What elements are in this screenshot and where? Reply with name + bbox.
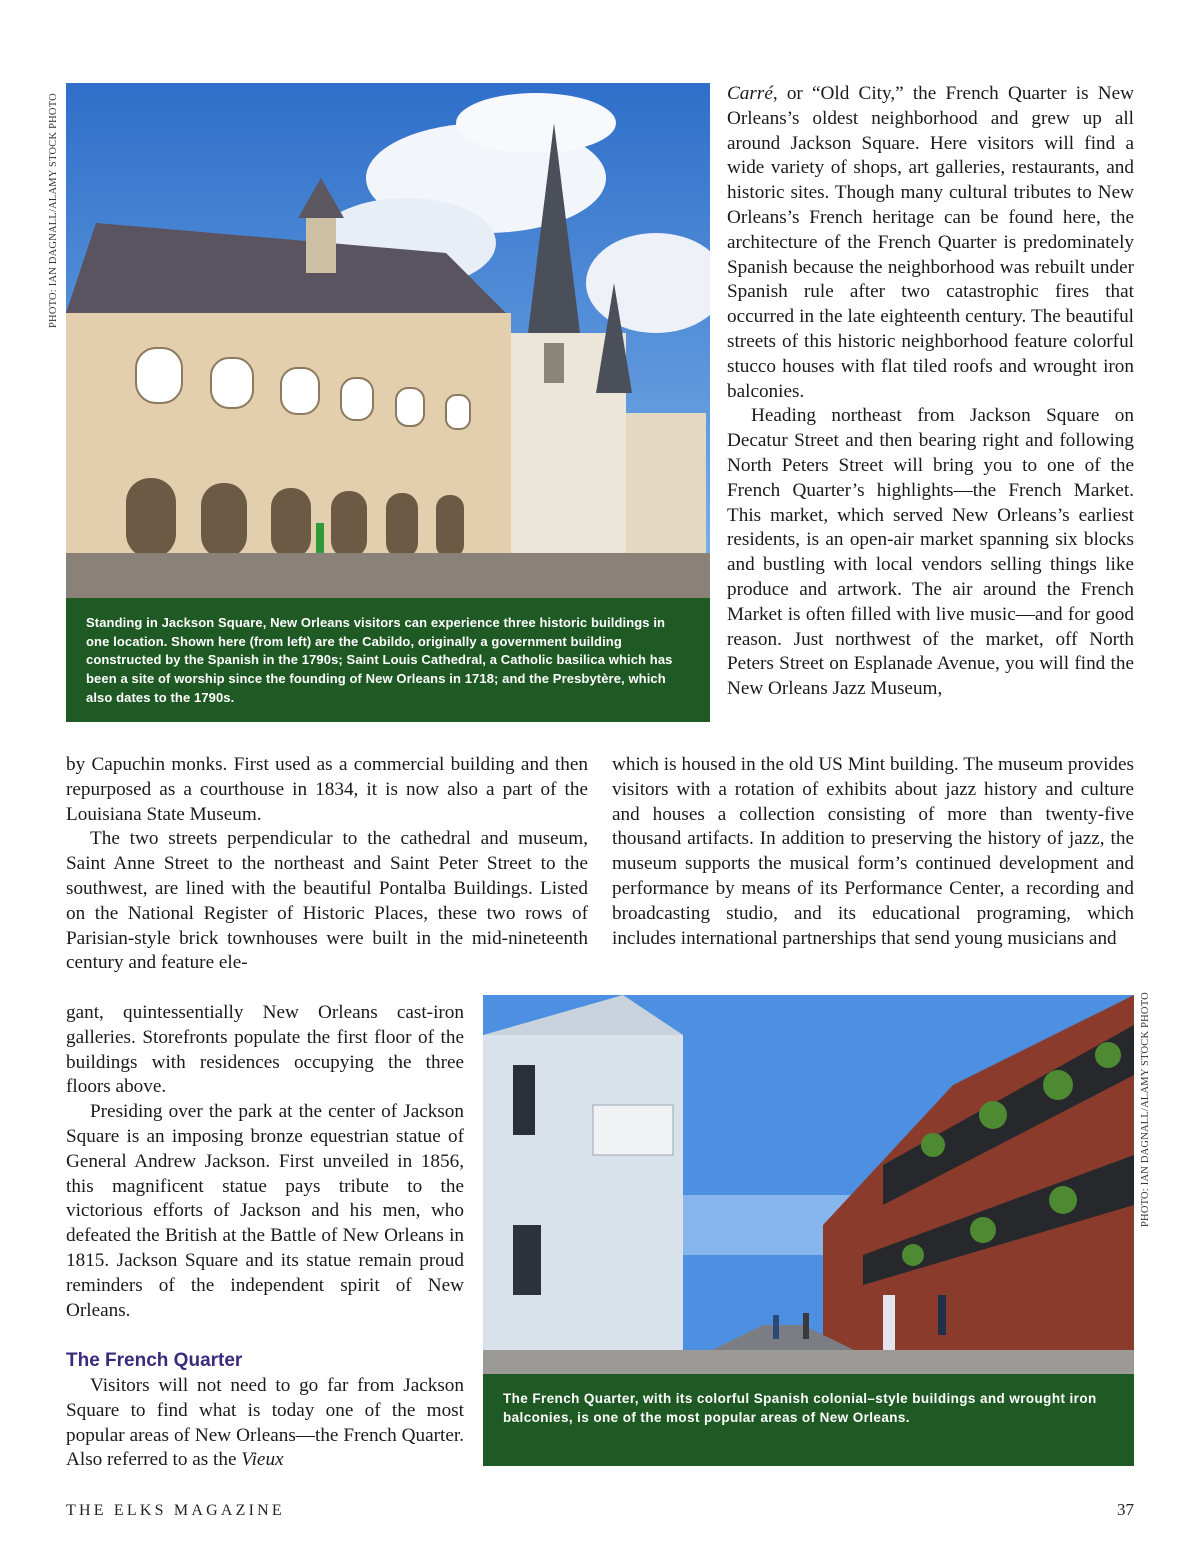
paragraph-carre: Carré, or “Old City,” the French Quarter is New Orleans’s oldest neighborhood and grew up all around Jackson Square. Here visitors will find a wide variety of shops, art galleries, restaurants, and historic sites. Though many cultural tributes to New Orleans’s French heritage can be found here, the architecture of the French Quarter is predominately Spanish because the neighborhood was rebuilt under Spanish rule after two catastrophic fires that occurred in the late eighteenth century. The beautiful streets of this historic neighborhood feature colorful stucco houses with flat tiled roofs and wrought iron balconies.: [727, 83, 1134, 402]
jackson-square-photo: [66, 83, 710, 598]
paragraph-vieux-carre: Visitors will not need to go far from Jackson Square to find what is today one of the most popular areas of New Orleans—the French Quarter. Also referred to as the Vieux: [66, 1375, 464, 1471]
page-number: 37: [1117, 1500, 1134, 1519]
left-column-upper: [66, 753, 588, 976]
top-photo-caption: Standing in Jackson Square, New Orleans visitors can experience three historic buildings in one location. Shown here (from left) are the Cabildo, originally a government building constructed by the Spanish in the 1790s; Saint Louis Cathedral, a Catholic basilica which has been a site of worship since the founding of New Orleans in 1718; and the Presbytère, which also dates to the 1790s.: [66, 598, 710, 722]
photo-credit-bottom: PHOTO: IAN DAGNALL/ALAMY STOCK PHOTO: [1140, 992, 1151, 1227]
section-heading-french-quarter: The French Quarter: [66, 1350, 243, 1371]
french-quarter-photo: [483, 995, 1134, 1374]
photo-credit-top: PHOTO: IAN DAGNALL/ALAMY STOCK PHOTO: [48, 93, 59, 328]
paragraph-pontalba: The two streets perpendicular to the cathedral and museum, Saint Anne Street to the northeast and Saint Peter Street to the southwest, are lined with the beautiful Pontalba Buildings. Listed on the National Register of Historic Places, these two rows of Parisian-style brick townhouses were built in the mid-nineteenth century and feature ele-: [66, 828, 588, 974]
left-column-bottom: [66, 1374, 464, 1473]
paragraph-capuchin: by Capuchin monks. First used as a commercial building and then repurposed as a courthouse in 1834, it is now also a part of the Louisiana State Museum.: [66, 754, 588, 825]
paragraph-french-market: Heading northeast from Jackson Square on Decatur Street and then bearing right and following North Peters Street will bring you to one of the French Quarter’s highlights—the French Market. This market, which served New Orleans’s earliest residents, is an open-air market spanning six blocks and bustling with local vendors selling things like produce and artwork. The air around the French Market is often filled with live music—and for good reason. Just northwest of the market, off North Peters Street on Esplanade Avenue, you will find the New Orleans Jazz Museum,: [727, 405, 1134, 700]
paragraph-statue: Presiding over the park at the center of Jackson Square is an imposing bronze equestrian statue of General Andrew Jackson. First unveiled in 1856, this magnificent statue pays tribute to the victorious efforts of Jackson and his men, who defeated the British at the Battle of New Orleans in 1815. Jackson Square and its statue remain proud reminders of the independent spirit of New Orleans.: [66, 1101, 464, 1321]
right-column-mid: [612, 753, 1134, 951]
paragraph-pontalba-cont: gant, quintessentially New Orleans cast-iron galleries. Storefronts populate the first floor of the buildings with residences occupying the three floors above.: [66, 1002, 464, 1098]
left-column-lower: [66, 1001, 464, 1323]
bottom-photo-caption: The French Quarter, with its colorful Spanish colonial–style buildings and wrought iron balconies, is one of the most popular areas of New Orleans.: [483, 1374, 1134, 1466]
right-column-top: [727, 82, 1134, 702]
magazine-title: THE ELKS MAGAZINE: [66, 1502, 285, 1519]
paragraph-jazz-museum: which is housed in the old US Mint building. The museum provides visitors with a rotation of exhibits about jazz history and culture and houses a collection consisting of more than twenty-five thousand artifacts. In addition to preserving the history of jazz, the museum supports the musical form’s continued development and performance by means of its Performance Center, a recording and broadcasting studio, and its educational programing, which includes international partnerships that send young musicians and: [612, 754, 1134, 949]
